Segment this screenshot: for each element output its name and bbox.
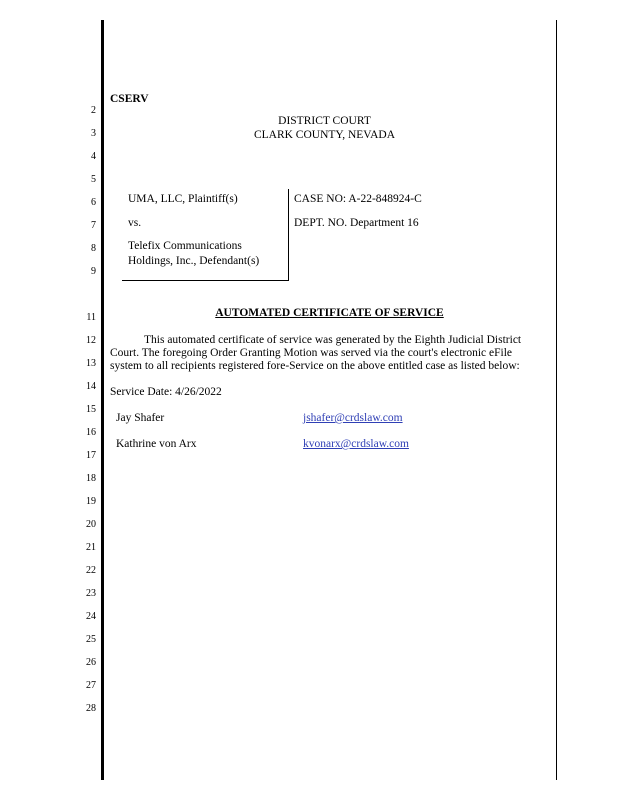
body-text-line1: This automated certificate of service was generated by the Eighth Judicial District xyxy=(144,334,522,346)
line-number: 2 xyxy=(91,105,96,116)
document-code: CSERV xyxy=(110,93,149,105)
line-number: 12 xyxy=(86,335,96,346)
line-number: 21 xyxy=(86,542,96,553)
line-number: 28 xyxy=(86,703,96,714)
line-number: 19 xyxy=(86,496,96,507)
body-text-line2: Court. The foregoing Order Granting Motion was served via the court's electronic eFile xyxy=(110,347,513,359)
defendant-name-line2: Holdings, Inc., Defendant(s) xyxy=(128,255,260,267)
line-number: 11 xyxy=(86,312,96,323)
line-number: 6 xyxy=(91,197,96,208)
court-name: DISTRICT COURT xyxy=(278,115,371,127)
line-number: 3 xyxy=(91,128,96,139)
line-number: 27 xyxy=(86,680,96,691)
recipient-name: Jay Shafer xyxy=(116,412,165,424)
versus-label: vs. xyxy=(128,217,142,229)
department-number: DEPT. NO. Department 16 xyxy=(294,217,419,229)
line-number: 13 xyxy=(86,358,96,369)
plaintiff-name: UMA, LLC, Plaintiff(s) xyxy=(128,193,238,205)
line-number: 20 xyxy=(86,519,96,530)
body-text-line3: system to all recipients registered fore-Service on the above entitled case as listed below: xyxy=(110,360,520,372)
case-number: CASE NO: A-22-848924-C xyxy=(294,193,422,205)
recipient-email-link[interactable]: kvonarx@crdslaw.com xyxy=(303,438,409,450)
recipient-email-link[interactable]: jshafer@crdslaw.com xyxy=(303,412,403,424)
service-date: Service Date: 4/26/2022 xyxy=(110,386,222,398)
line-number: 17 xyxy=(86,450,96,461)
recipient-name: Kathrine von Arx xyxy=(116,438,197,450)
certificate-title: AUTOMATED CERTIFICATE OF SERVICE xyxy=(215,307,444,319)
line-number: 7 xyxy=(91,220,96,231)
line-number: 9 xyxy=(91,266,96,277)
line-number: 18 xyxy=(86,473,96,484)
line-number: 4 xyxy=(91,151,96,162)
line-number: 15 xyxy=(86,404,96,415)
caption-divider xyxy=(288,189,289,281)
line-number: 5 xyxy=(91,174,96,185)
line-number: 26 xyxy=(86,657,96,668)
line-number: 22 xyxy=(86,565,96,576)
line-number: 14 xyxy=(86,381,96,392)
line-number: 23 xyxy=(86,588,96,599)
line-number: 25 xyxy=(86,634,96,645)
line-number: 16 xyxy=(86,427,96,438)
line-number: 24 xyxy=(86,611,96,622)
defendant-name-line1: Telefix Communications xyxy=(128,240,242,252)
county-name: CLARK COUNTY, NEVADA xyxy=(253,129,396,141)
line-number: 8 xyxy=(91,243,96,254)
caption-bottom-rule xyxy=(122,280,289,281)
